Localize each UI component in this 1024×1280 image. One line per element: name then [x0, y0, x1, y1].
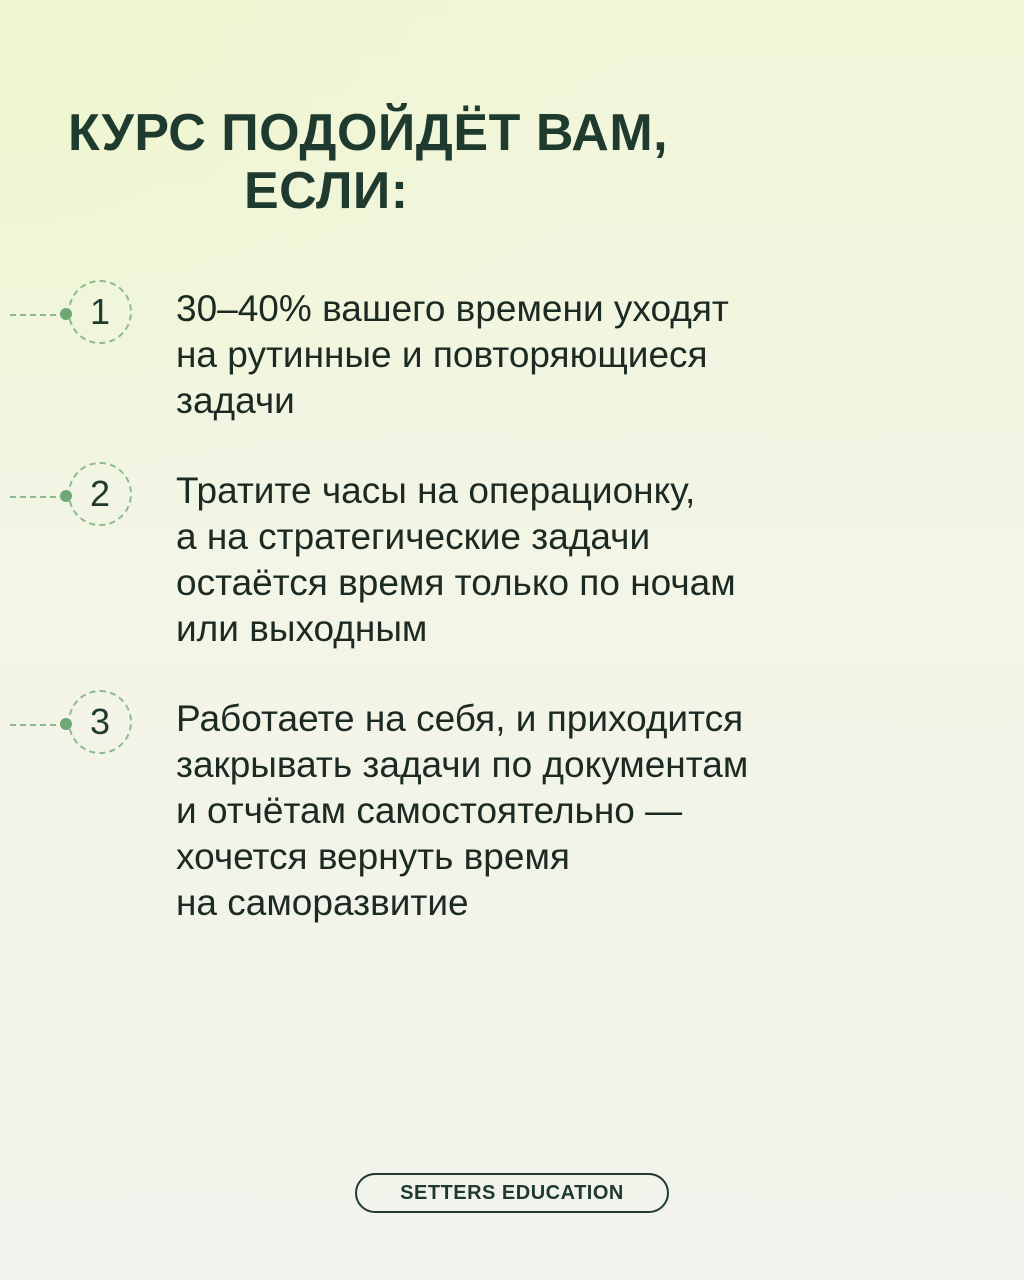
dashed-connector — [10, 314, 66, 316]
dashed-connector — [10, 496, 66, 498]
item-text: Тратите часы на операционку, а на стратегические задачи остаётся время только по ночам или выходным — [176, 470, 736, 649]
item-text: Работаете на себя, и приходится закрывать задачи по документам и отчётам самостоятельно — хочется вернуть время на саморазвитие — [176, 698, 749, 923]
page-title — [68, 104, 668, 220]
dashed-connector — [10, 724, 66, 726]
brand-badge: SETTERS EDUCATION — [355, 1173, 669, 1213]
title-line-2: ЕСЛИ: — [244, 162, 409, 220]
item-number: 1 — [89, 291, 111, 332]
item-number: 2 — [89, 473, 111, 514]
item-number: 3 — [89, 701, 111, 742]
item-text: 30–40% вашего времени уходят на рутинные и повторяющиеся задачи — [176, 288, 729, 421]
title-line-1: КУРС ПОДОЙДЁТ ВАМ, — [68, 104, 669, 162]
